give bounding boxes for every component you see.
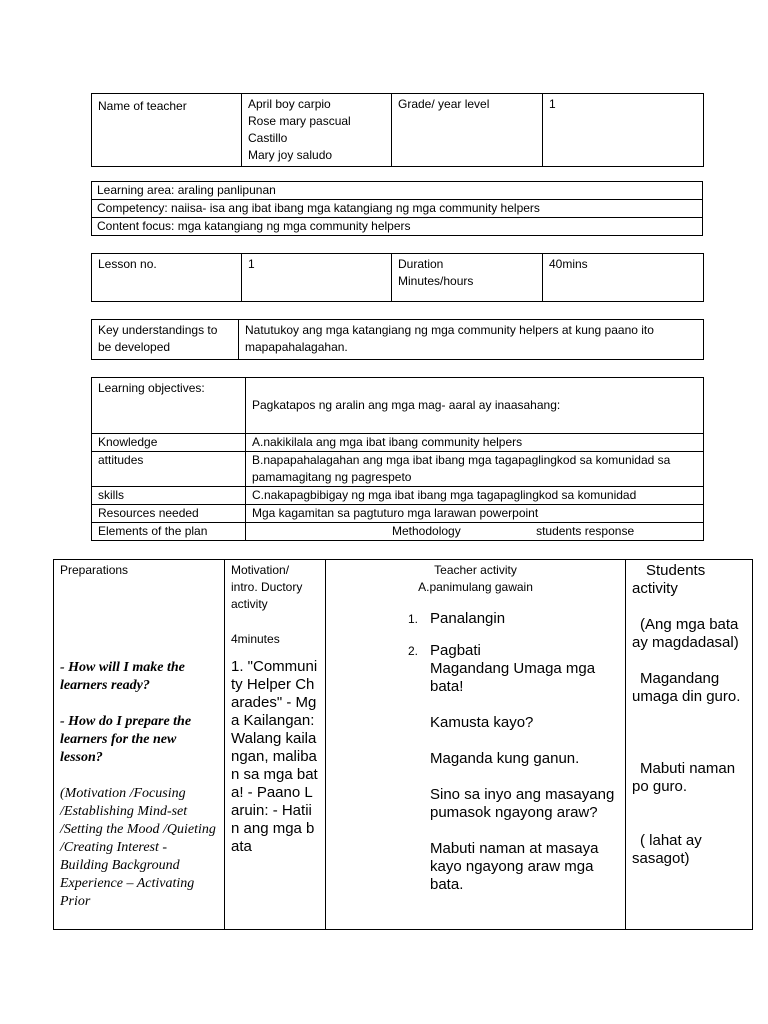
elements-header xyxy=(246,523,704,541)
students-activity-heading: Students activity xyxy=(632,562,706,597)
student-response-mabuti: Mabuti naman po guro. xyxy=(632,760,736,795)
duration-label-line: Minutes/hours xyxy=(398,274,474,288)
sino-text: Sino sa inyo ang masayang pumasok ngayong araw? xyxy=(430,786,615,821)
attitudes-value: B.napapahalagahan ang mga ibat ibang mga tagapaglingkod sa komunidad sa pamamagitang ng pagrespeto xyxy=(246,452,704,487)
student-response-lahat: ( lahat ay sasagot) xyxy=(632,832,702,867)
learning-objectives-label: Learning objectives: xyxy=(92,378,246,434)
greeting-text: Magandang Umaga mga bata! xyxy=(430,660,596,695)
mabuti-text: Mabuti naman at masaya kayo ngayong araw mga bata. xyxy=(430,840,599,893)
learning-area-table xyxy=(91,181,703,236)
resources-value: Mga kagamitan sa pagtuturo mga larawan powerpoint xyxy=(246,505,704,523)
methodology-header: Methodology xyxy=(392,524,461,538)
resources-label: Resources needed xyxy=(92,505,246,523)
name-of-teacher-label: Name of teacher xyxy=(92,94,242,167)
teacher-name: Rose mary pascual xyxy=(248,114,351,128)
item-pagbati: 2. Pagbati xyxy=(408,642,481,659)
key-understandings-value: Natutukoy ang mga katangiang ng mga community helpers at kung paano ito mapapahalagahan. xyxy=(239,320,704,360)
learning-area: Learning area: araling panlipunan xyxy=(92,182,703,200)
teacher-names xyxy=(242,94,392,167)
prep-question-ready: - How will I make the learners ready? xyxy=(60,660,185,693)
grade-level-label: Grade/ year level xyxy=(392,94,543,167)
preparations-heading: Preparations xyxy=(60,563,129,577)
students-activity-cell xyxy=(626,560,753,930)
motivation-duration: 4minutes xyxy=(231,632,280,646)
lesson-no-label: Lesson no. xyxy=(92,254,242,302)
maganda-text: Maganda kung ganun. xyxy=(430,750,580,767)
item-panalangin: 1. Panalangin xyxy=(408,610,506,627)
lesson-plan-table xyxy=(53,559,753,930)
teacher-name: April boy carpio xyxy=(248,97,331,111)
duration-value: 40mins xyxy=(543,254,704,302)
knowledge-value: A.nakikilala ang mga ibat ibang community helpers xyxy=(246,434,704,452)
motivation-cell xyxy=(225,560,326,930)
attitudes-label: attitudes xyxy=(92,452,246,487)
knowledge-label: Knowledge xyxy=(92,434,246,452)
lesson-no-value: 1 xyxy=(242,254,392,302)
lesson-table xyxy=(91,253,704,302)
teacher-info-table xyxy=(91,93,704,167)
prep-motivation-note: (Motivation /Focusing /Establishing Mind-set /Setting the Mood /Quieting /Creating Interest - Building Background Experience – Activating Prior xyxy=(60,786,216,909)
key-understandings-label: Key understandings to be developed xyxy=(92,320,239,360)
preparations-cell xyxy=(54,560,225,930)
duration-label-line: Duration xyxy=(398,257,444,271)
learning-objectives-intro: Pagkatapos ng aralin ang mga mag- aaral ay inaasahang: xyxy=(246,378,704,434)
competency: Competency: naiisa- isa ang ibat ibang mga katangiang ng mga community helpers xyxy=(92,200,703,218)
elements-label: Elements of the plan xyxy=(92,523,246,541)
learning-objectives-table xyxy=(91,377,704,541)
motivation-heading: Motivation/ intro. Ductory activity xyxy=(231,563,303,611)
teacher-activity-heading: Teacher activity xyxy=(434,563,517,577)
teacher-activity-cell xyxy=(326,560,626,930)
panimulang-gawain: A.panimulang gawain xyxy=(418,580,533,594)
student-response-pray: (Ang mga bata ay magdadasal) xyxy=(632,616,739,651)
teacher-name: Castillo xyxy=(248,131,288,145)
teacher-name: Mary joy saludo xyxy=(248,148,333,162)
charades-activity: 1. "Community Helper Charades" - Mga Kailangan: Walang kailangan, maliban sa mga bata! - Paano Laruin: - Hatiin ang mga bata xyxy=(231,658,318,855)
kamusta-text: Kamusta kayo? xyxy=(430,714,534,731)
grade-level-value: 1 xyxy=(543,94,704,167)
prep-question-new-lesson: - How do I prepare the learners for the new lesson? xyxy=(60,714,192,765)
students-response-header: students response xyxy=(536,524,635,538)
skills-label: skills xyxy=(92,487,246,505)
key-understandings-table xyxy=(91,319,704,360)
skills-value: C.nakapagbibigay ng mga ibat ibang mga tagapaglingkod sa komunidad xyxy=(246,487,704,505)
student-response-greeting: Magandang umaga din guro. xyxy=(632,670,741,705)
duration-label xyxy=(392,254,543,302)
content-focus: Content focus: mga katangiang ng mga community helpers xyxy=(92,218,703,236)
